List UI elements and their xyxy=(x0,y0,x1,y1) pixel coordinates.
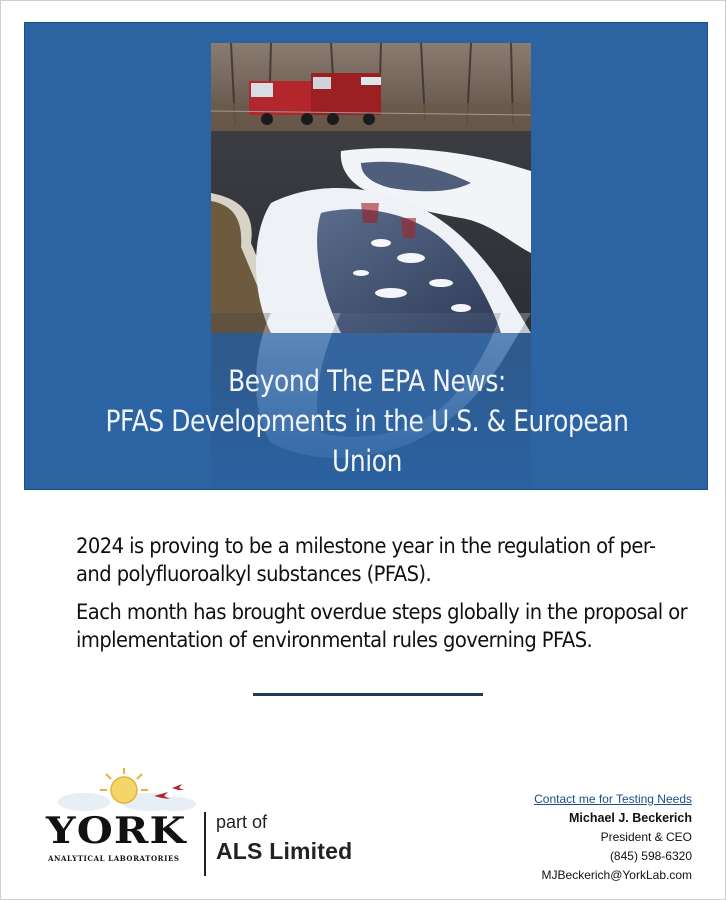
foam-runoff-photo xyxy=(211,43,531,333)
intro-text xyxy=(76,532,686,664)
intro-paragraph-2: Each month has brought overdue steps globally in the proposal or implementation of environmental rules governing PFAS. xyxy=(76,600,688,652)
york-logo-text: YORK xyxy=(46,810,187,852)
intro-paragraph-1: 2024 is proving to be a milestone year in the regulation of per- and polyfluoroalkyl substances (PFAS). xyxy=(76,534,656,586)
contact-name: Michael J. Beckerich xyxy=(569,811,692,825)
hero-title-line2: PFAS Developments in the U.S. & European Union xyxy=(105,404,629,478)
contact-link[interactable]: Contact me for Testing Needs xyxy=(534,792,692,806)
logo-separator xyxy=(204,812,206,876)
york-als-logo xyxy=(44,766,384,886)
york-logo-subtitle: ANALYTICAL LABORATORIES xyxy=(48,854,180,863)
contact-email: MJBeckerich@YorkLab.com xyxy=(541,868,692,882)
hero-title-line1: Beyond The EPA News: xyxy=(228,364,506,398)
als-limited-label: ALS Limited xyxy=(216,838,353,864)
hero-title xyxy=(25,361,708,481)
part-of-label: part of xyxy=(216,812,268,832)
contact-phone: (845) 598-6320 xyxy=(609,849,692,863)
section-divider xyxy=(253,693,483,696)
contact-block xyxy=(534,790,692,885)
contact-title: President & CEO xyxy=(600,830,692,844)
sun-cloud-plane-icon xyxy=(54,766,204,816)
hero-banner xyxy=(24,22,708,490)
